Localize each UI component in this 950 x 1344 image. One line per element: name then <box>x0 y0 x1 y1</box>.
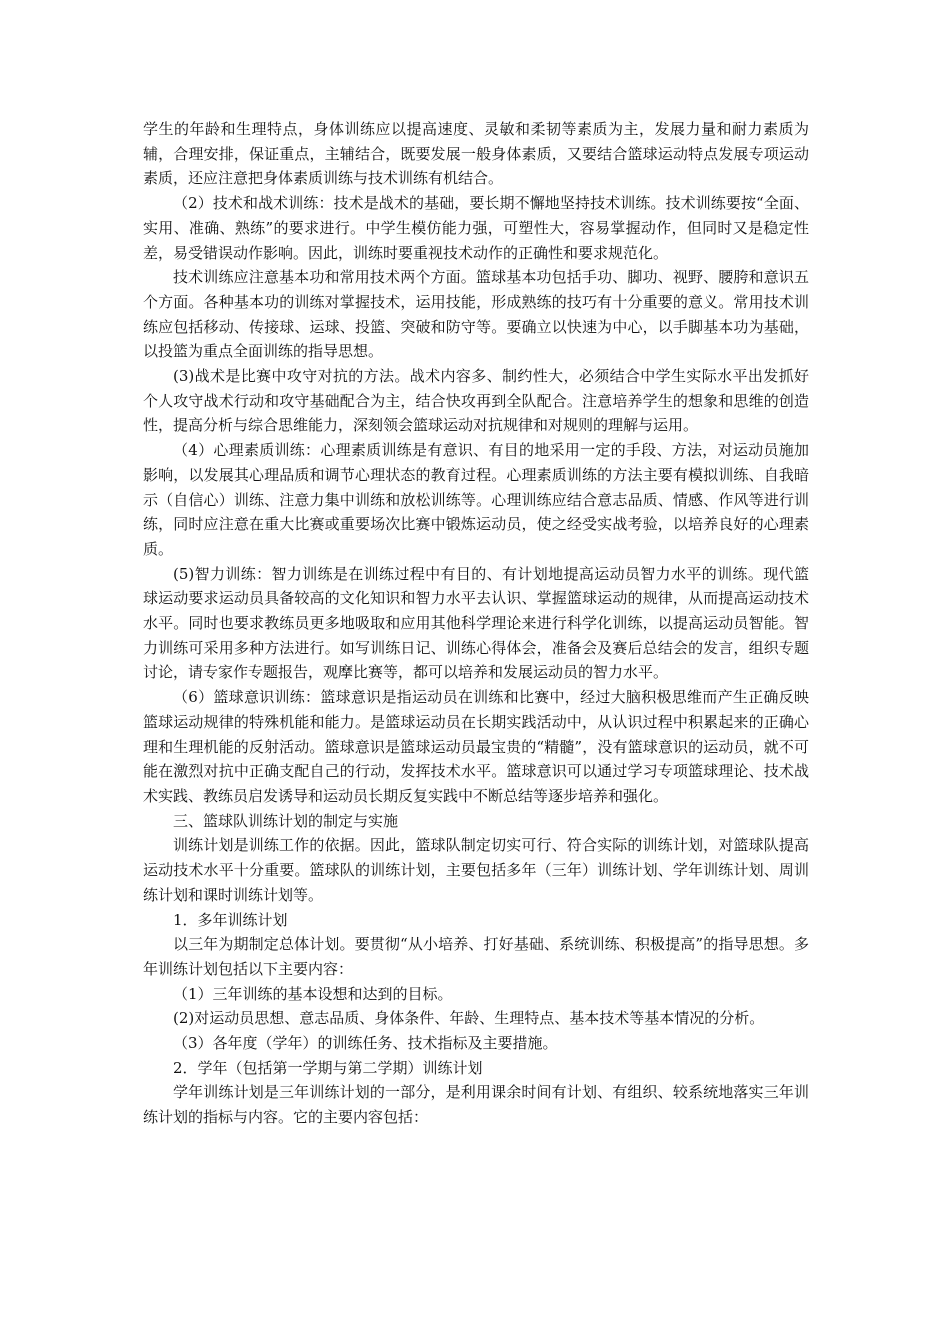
list-item-1: （1）三年训练的基本设想和达到的目标。 <box>173 984 453 1003</box>
list-item-3: （3）各年度（学年）的训练任务、技术指标及主要措施。 <box>173 1034 558 1053</box>
paragraph-basic-skills: 技术训练应注意基本功和常用技术两个方面。篮球基本功包括手功、脚功、视野、腰胯和意识五个方面。各种基本功的训练对掌握技术，运用技能，形成熟练的技巧有十分重要的意义。常用技术训练应包括移动、传接球、运球、投篮、突破和防守等。要确立以快速为中心，以手脚基本功为基础，以投篮为重点全面训练的指导思想。 <box>143 268 809 361</box>
paragraph-basketball-awareness: （6）篮球意识训练：篮球意识是指运动员在训练和比赛中，经过大脑积极思维而产生正确反映篮球运动规律的特殊机能和能力。是篮球运动员在长期实践活动中，从认识过程中积累起来的正确心理和生理机能的反射活动。篮球意识是篮球运动员最宝贵的“精髓”，没有篮球意识的运动员，就不可能在激烈对抗中正确支配自己的行动，发挥技术水平。篮球意识可以通过学习专项篮球理论、技术战术实践、教练员启发诱导和运动员长期反复实践中不断总结等逐步培养和强化。 <box>143 688 809 805</box>
subheading-academic-year-plan: 2．学年（包括第一学期与第二学期）训练计划 <box>173 1058 483 1077</box>
paragraph-multi-year-plan: 以三年为期制定总体计划。要贯彻“从小培养、打好基础、系统训练、积极提高”的指导思想。多年训练计划包括以下主要内容： <box>143 935 809 978</box>
list-item-2: (2)对运动员思想、意志品质、身体条件、年龄、生理特点、基本技术等基本情况的分析。 <box>173 1009 765 1028</box>
paragraph-training-plan-intro: 训练计划是训练工作的依据。因此，篮球队制定切实可行、符合实际的训练计划，对篮球队提高运动技术水平十分重要。篮球队的训练计划，主要包括多年（三年）训练计划、学年训练计划、周训练计划和课时训练计划等。 <box>143 836 809 904</box>
paragraph-academic-year-plan: 学年训练计划是三年训练计划的一部分，是利用课余时间有计划、有组织、较系统地落实三年训练计划的指标与内容。它的主要内容包括： <box>143 1083 809 1127</box>
paragraph-psychological-training: （4）心理素质训练：心理素质训练是有意识、有目的地采用一定的手段、方法，对运动员施加影响，以发展其心理品质和调节心理状态的教育过程。心理素质训练的方法主要有模拟训练、自我暗示（自信心）训练、注意力集中训练和放松训练等。心理训练应结合意志品质、情感、作风等进行训练，同时应注意在重大比赛或重要场次比赛中锻炼运动员，使之经受实战考验，以培养良好的心理素质。 <box>143 441 809 558</box>
subheading-multi-year-plan: 1．多年训练计划 <box>173 910 288 929</box>
document-page <box>143 117 809 1130</box>
paragraph-intelligence-training: (5)智力训练：智力训练是在训练过程中有目的、有计划地提高运动员智力水平的训练。现代篮球运动要求运动员具备较高的文化知识和智力水平去认识、掌握篮球运动的规律，从而提高运动技术水平。同时也要求教练员更多地吸取和应用其他科学理论来进行科学化训练，以提高运动员智能。智力训练可采用多种方法进行。如写训练日记、训练心得体会，准备会及赛后总结会的发言，组织专题讨论，请专家作专题报告，观摩比赛等，都可以培养和发展运动员的智力水平。 <box>143 564 809 682</box>
section-heading-training-plan: 三、篮球队训练计划的制定与实施 <box>173 811 399 830</box>
paragraph-tactics: (3)战术是比赛中攻守对抗的方法。战术内容多、制约性大，必须结合中学生实际水平出发抓好个人攻守战术行动和攻守基础配合为主，结合快攻再到全队配合。注意培养学生的想象和思维的创造性，提高分析与综合思维能力，深刻领会篮球运动对抗规律和对规则的理解与运用。 <box>143 367 809 435</box>
paragraph-technique-tactics: （2）技术和战术训练：技术是战术的基础，要长期不懈地坚持技术训练。技术训练要按“全面、实用、准确、熟练”的要求进行。中学生模仿能力强，可塑性大，容易掌握动作，但同时又是稳定性差，易受错误动作影响。因此，训练时要重视技术动作的正确性和要求规范化。 <box>143 194 809 262</box>
paragraph-physical-training-cont: 学生的年龄和生理特点，身体训练应以提高速度、灵敏和柔韧等素质为主，发展力量和耐力素质为辅，合理安排，保证重点，主辅结合，既要发展一般身体素质，又要结合篮球运动特点发展专项运动素质，还应注意把身体素质训练与技术训练有机结合。 <box>143 120 809 188</box>
